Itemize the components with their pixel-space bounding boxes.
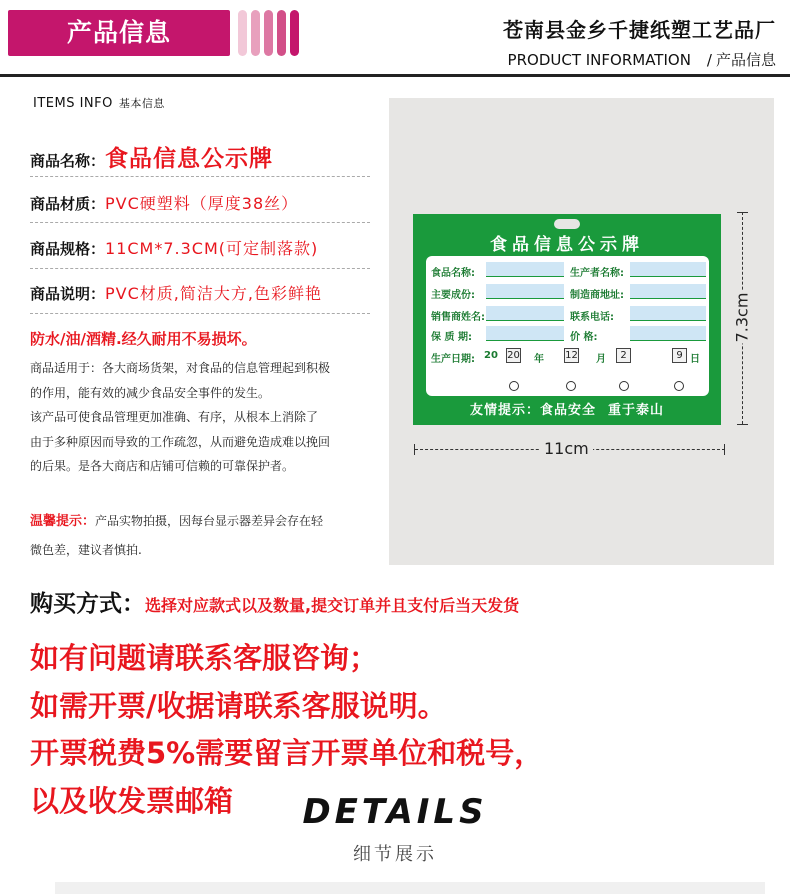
description-line: 的作用，能有效的减少食品安全事件的发生。	[30, 385, 271, 400]
food-info-sign	[413, 214, 721, 425]
sign-day-unit: 日	[690, 354, 700, 365]
sign-footer	[413, 399, 721, 418]
description-line: 该产品可使食品管理更加准确、有序，从根本上消除了	[30, 410, 319, 424]
tip-label: 温馨提示：	[30, 514, 96, 529]
dimension-tick	[414, 444, 415, 455]
info-row-spec	[30, 236, 370, 259]
info-row-desc	[30, 281, 370, 304]
header-stripe	[238, 10, 247, 56]
info-row-name	[30, 140, 370, 173]
notice-line: 如需开票/收据请联系客服说明。	[30, 689, 447, 723]
info-value-spec: 11CM*7.3CM(可定制落款)	[105, 239, 319, 258]
info-row-material	[30, 191, 370, 214]
punch-hole	[674, 381, 684, 391]
header-subtitle-cn: 产品信息	[715, 51, 776, 69]
sign-field-box	[486, 326, 564, 341]
purchase-label: 购买方式：	[30, 591, 145, 617]
info-label-spec: 商品规格：	[30, 240, 106, 258]
tip-text: 微色差，建议者慎拍.	[30, 543, 142, 557]
warning-text: 防水/油/酒精.经久耐用不易损坏。	[30, 330, 257, 348]
sign-footer-text: 友情提示：食品安全	[469, 403, 596, 418]
sign-day-prefix-box: 2	[616, 348, 631, 363]
header-subtitle-sep: /	[706, 51, 712, 69]
header-divider	[0, 74, 790, 77]
notice-line: 以及收发票邮箱	[30, 784, 234, 818]
width-label: 11cm	[540, 439, 593, 458]
divider	[30, 268, 370, 269]
info-label-name: 商品名称：	[30, 152, 106, 170]
sign-date-prefix: 20	[484, 350, 498, 361]
header-subtitle	[508, 49, 776, 70]
header-tab-title: 产品信息	[66, 18, 171, 47]
sign-month-box: 12	[565, 350, 578, 361]
sign-field-label: 价 格:	[570, 332, 598, 343]
notice-line: 开票税费5%需要留言开票单位和税号，	[30, 736, 544, 770]
sign-year-unit: 年	[534, 354, 544, 365]
sign-field-box	[630, 262, 706, 277]
sign-field-label: 生产者名称:	[570, 268, 624, 279]
bottom-strip	[55, 882, 765, 894]
sign-field-box	[630, 326, 706, 341]
punch-hole	[619, 381, 629, 391]
info-label-material: 商品材质：	[30, 195, 106, 213]
divider	[30, 222, 370, 223]
sign-field-label: 食品名称:	[431, 268, 475, 279]
divider	[30, 313, 370, 314]
description-line: 由于多种原因而导致的工作疏忽，从而避免造成难以挽回	[30, 434, 331, 449]
info-value-material: PVC硬塑料（厚度38丝）	[105, 194, 299, 213]
header-tab	[8, 10, 230, 56]
sign-year-box: 20	[507, 350, 520, 361]
tip-paragraph	[30, 507, 385, 564]
punch-hole	[566, 381, 576, 391]
sign-panel	[426, 256, 709, 396]
details-subtitle: 细节展示	[353, 844, 437, 865]
header-stripe	[251, 10, 260, 56]
sign-footer-text: 重于泰山	[608, 403, 665, 418]
dimension-tick	[724, 444, 725, 455]
divider	[30, 176, 370, 177]
punch-hole	[509, 381, 519, 391]
sign-field-label: 销售商姓名:	[431, 312, 485, 323]
info-label-desc: 商品说明：	[30, 285, 106, 303]
header-subtitle-en: PRODUCT INFORMATION	[507, 51, 691, 69]
items-info-title-cn: 基本信息	[118, 97, 165, 110]
sign-field-box	[486, 262, 564, 277]
notice-line: 如有问题请联系客服咨询；	[30, 641, 379, 675]
details-title: DETAILS	[302, 792, 488, 832]
description-paragraph	[30, 356, 385, 479]
company-name: 苍南县金乡千捷纸塑工艺品厂	[503, 18, 776, 42]
info-value-desc: PVC材质,简洁大方,色彩鲜艳	[105, 284, 322, 303]
sign-field-box	[630, 306, 706, 321]
items-info-title-en: ITEMS INFO	[33, 96, 113, 111]
info-value-name: 食品信息公示牌	[105, 146, 274, 172]
sign-field-box	[630, 284, 706, 299]
dimension-tick	[737, 424, 748, 425]
sign-field-label: 联系电话:	[570, 312, 614, 323]
description-line: 的后果。是各大商店和店铺可信赖的可靠保护者。	[30, 459, 295, 473]
tip-text: 产品实物拍摄，因每台显示器差异会存在轻	[95, 514, 324, 528]
header-stripe	[264, 10, 273, 56]
sign-title: 食品信息公示牌	[490, 235, 644, 255]
height-label: 7.3cm	[732, 292, 752, 343]
hang-hole	[554, 219, 580, 229]
sign-month-unit: 月	[596, 354, 606, 365]
items-info-title	[33, 95, 165, 111]
sign-field-box	[486, 306, 564, 321]
sign-field-label: 主要成份:	[431, 290, 475, 301]
sign-field-label: 制造商地址:	[570, 290, 624, 301]
purchase-method	[30, 585, 519, 618]
description-line: 商品适用于：各大商场货架，对食品的信息管理起到积极	[30, 361, 331, 375]
dimension-tick	[737, 212, 748, 213]
sign-field-box	[486, 284, 564, 299]
sign-day-box: 9	[672, 348, 687, 363]
sign-field-label: 保 质 期:	[431, 332, 472, 343]
header-stripe	[290, 10, 299, 56]
header-stripe	[277, 10, 286, 56]
purchase-text: 选择对应款式以及数量,提交订单并且支付后当天发货	[145, 596, 520, 615]
sign-date-label: 生产日期:	[431, 354, 475, 365]
